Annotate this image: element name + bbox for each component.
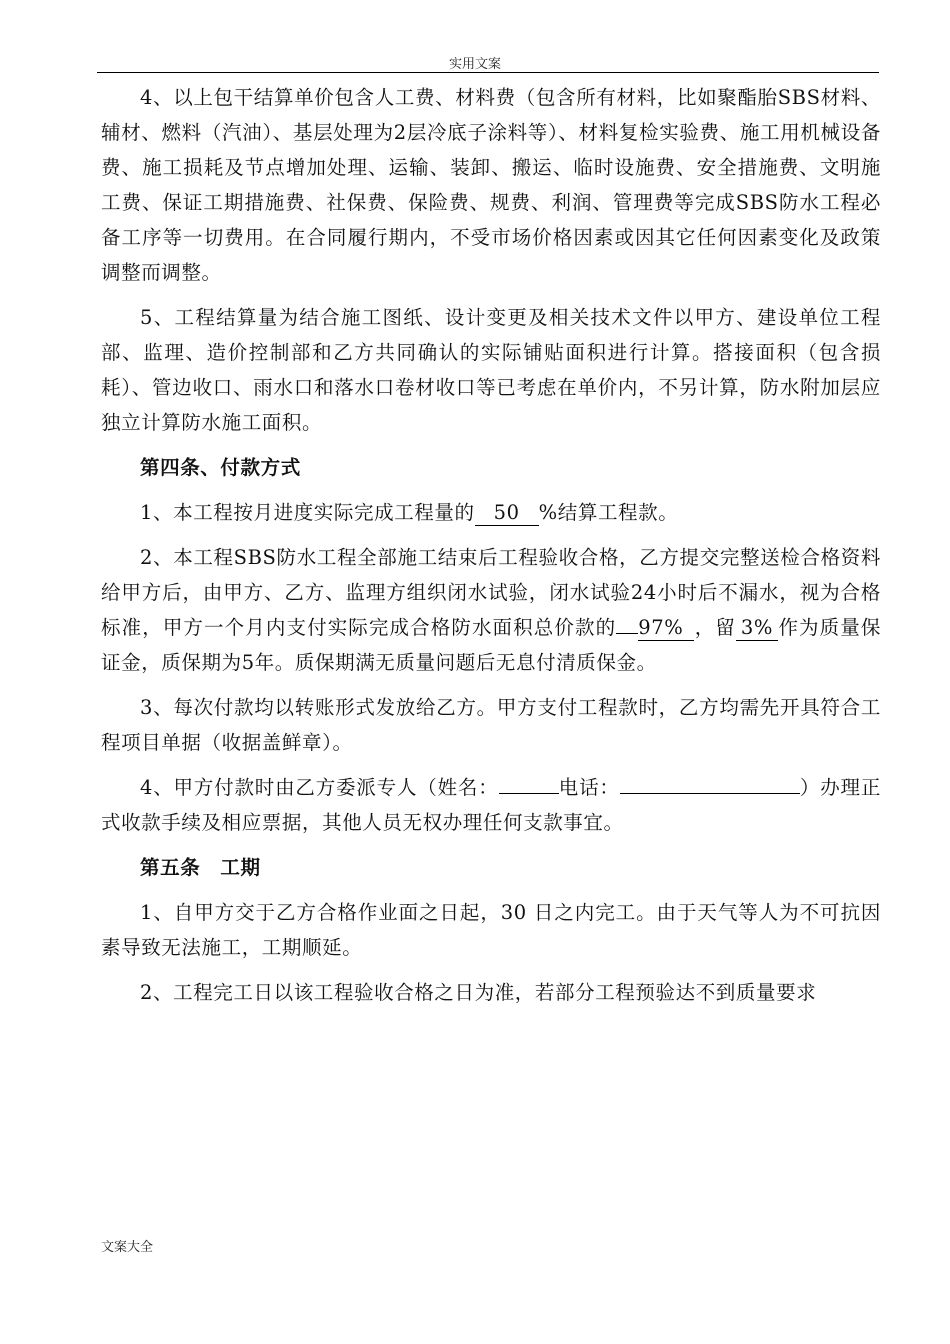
clause-3-item-5: 5、工程结算量为结合施工图纸、设计变更及相关技术文件以甲方、建设单位工程部、监理、造价控制部和乙方共同确认的实际铺贴面积进行计算。搭接面积（包含损耗）、管边收口、雨水口和落水口卷材收口等已考虑在单价内，不另计算，防水附加层应独立计算防水施工面积。 [101, 306, 881, 434]
payment-item-2-text-b: ，留 [694, 616, 736, 639]
payment-item-2 [101, 540, 881, 680]
clause-3-item-4: 4、以上包干结算单价包含人工费、材料费（包含所有材料，比如聚酯胎SBS材料、辅材、燃料（汽油）、基层处理为2层冷底子涂料等）、材料复检实验费、施工用机械设备费、施工损耗及节点增加处理、运输、装卸、搬运、临时设施费、安全措施费、文明施工费、保证工期措施费、社保费、保险费、规费、利润、管理费等完成SBS防水工程必备工序等一切费用。在合同履行期内，不受市场价格因素或因其它任何因素变化及政策调整而调整。 [101, 86, 881, 284]
payment-item-4-text-a: 4、甲方付款时由乙方委派专人（姓名： [140, 776, 499, 799]
agent-phone-blank [620, 793, 800, 794]
page-footer: 文案大全 [101, 1240, 154, 1255]
payment-item-3: 3、每次付款均以转账形式发放给乙方。甲方支付工程款时，乙方均需先开具符合工程项目单据（收据盖鲜章）。 [101, 696, 881, 754]
retention-percent-field: 3% [736, 616, 778, 641]
section-heading-payment: 第四条、付款方式 [140, 456, 301, 479]
payment-item-4-text-b: 电话： [558, 776, 620, 799]
schedule-item-2: 2、工程完工日以该工程验收合格之日为准，若部分工程预验达不到质量要求 [140, 981, 817, 1004]
page-header: 实用文案 [448, 57, 501, 72]
payment-item-4-text-c: ）办理正式收款手续及相应票据，其他人员无权办理任何支款事宜。 [101, 776, 881, 834]
header-divider [97, 72, 879, 73]
agent-name-blank [499, 793, 559, 794]
payment-item-1 [101, 495, 881, 530]
payment-item-1-text-b: %结算工程款。 [538, 501, 679, 524]
progress-percent-field: 50 [475, 501, 539, 526]
payment-item-1-text-a: 1、本工程按月进度实际完成工程量的 [140, 501, 475, 524]
payment-item-2-text-a: 2、本工程SBS防水工程全部施工结束后工程验收合格，乙方提交完整送检合格资料给甲方后，由甲方、乙方、监理方组织闭水试验，闭水试验24小时后不漏水，视为合格标准，甲方一个月内支付实际完成合格防水面积总价款的 [101, 546, 881, 639]
schedule-item-1: 1、自甲方交于乙方合格作业面之日起，30 日之内完工。由于天气等人为不可抗因素导致无法施工，工期顺延。 [101, 901, 881, 959]
payment-item-2-text-c: 作为质量保证金，质保期为5年。质保期满无质量问题后无息付清质保金。 [101, 616, 881, 674]
document-body [101, 80, 881, 1020]
payment-percent-field: 97% [638, 616, 694, 641]
payment-item-4 [101, 770, 881, 840]
section-heading-schedule: 第五条 工期 [140, 856, 261, 879]
payment-blank-line [616, 633, 638, 634]
